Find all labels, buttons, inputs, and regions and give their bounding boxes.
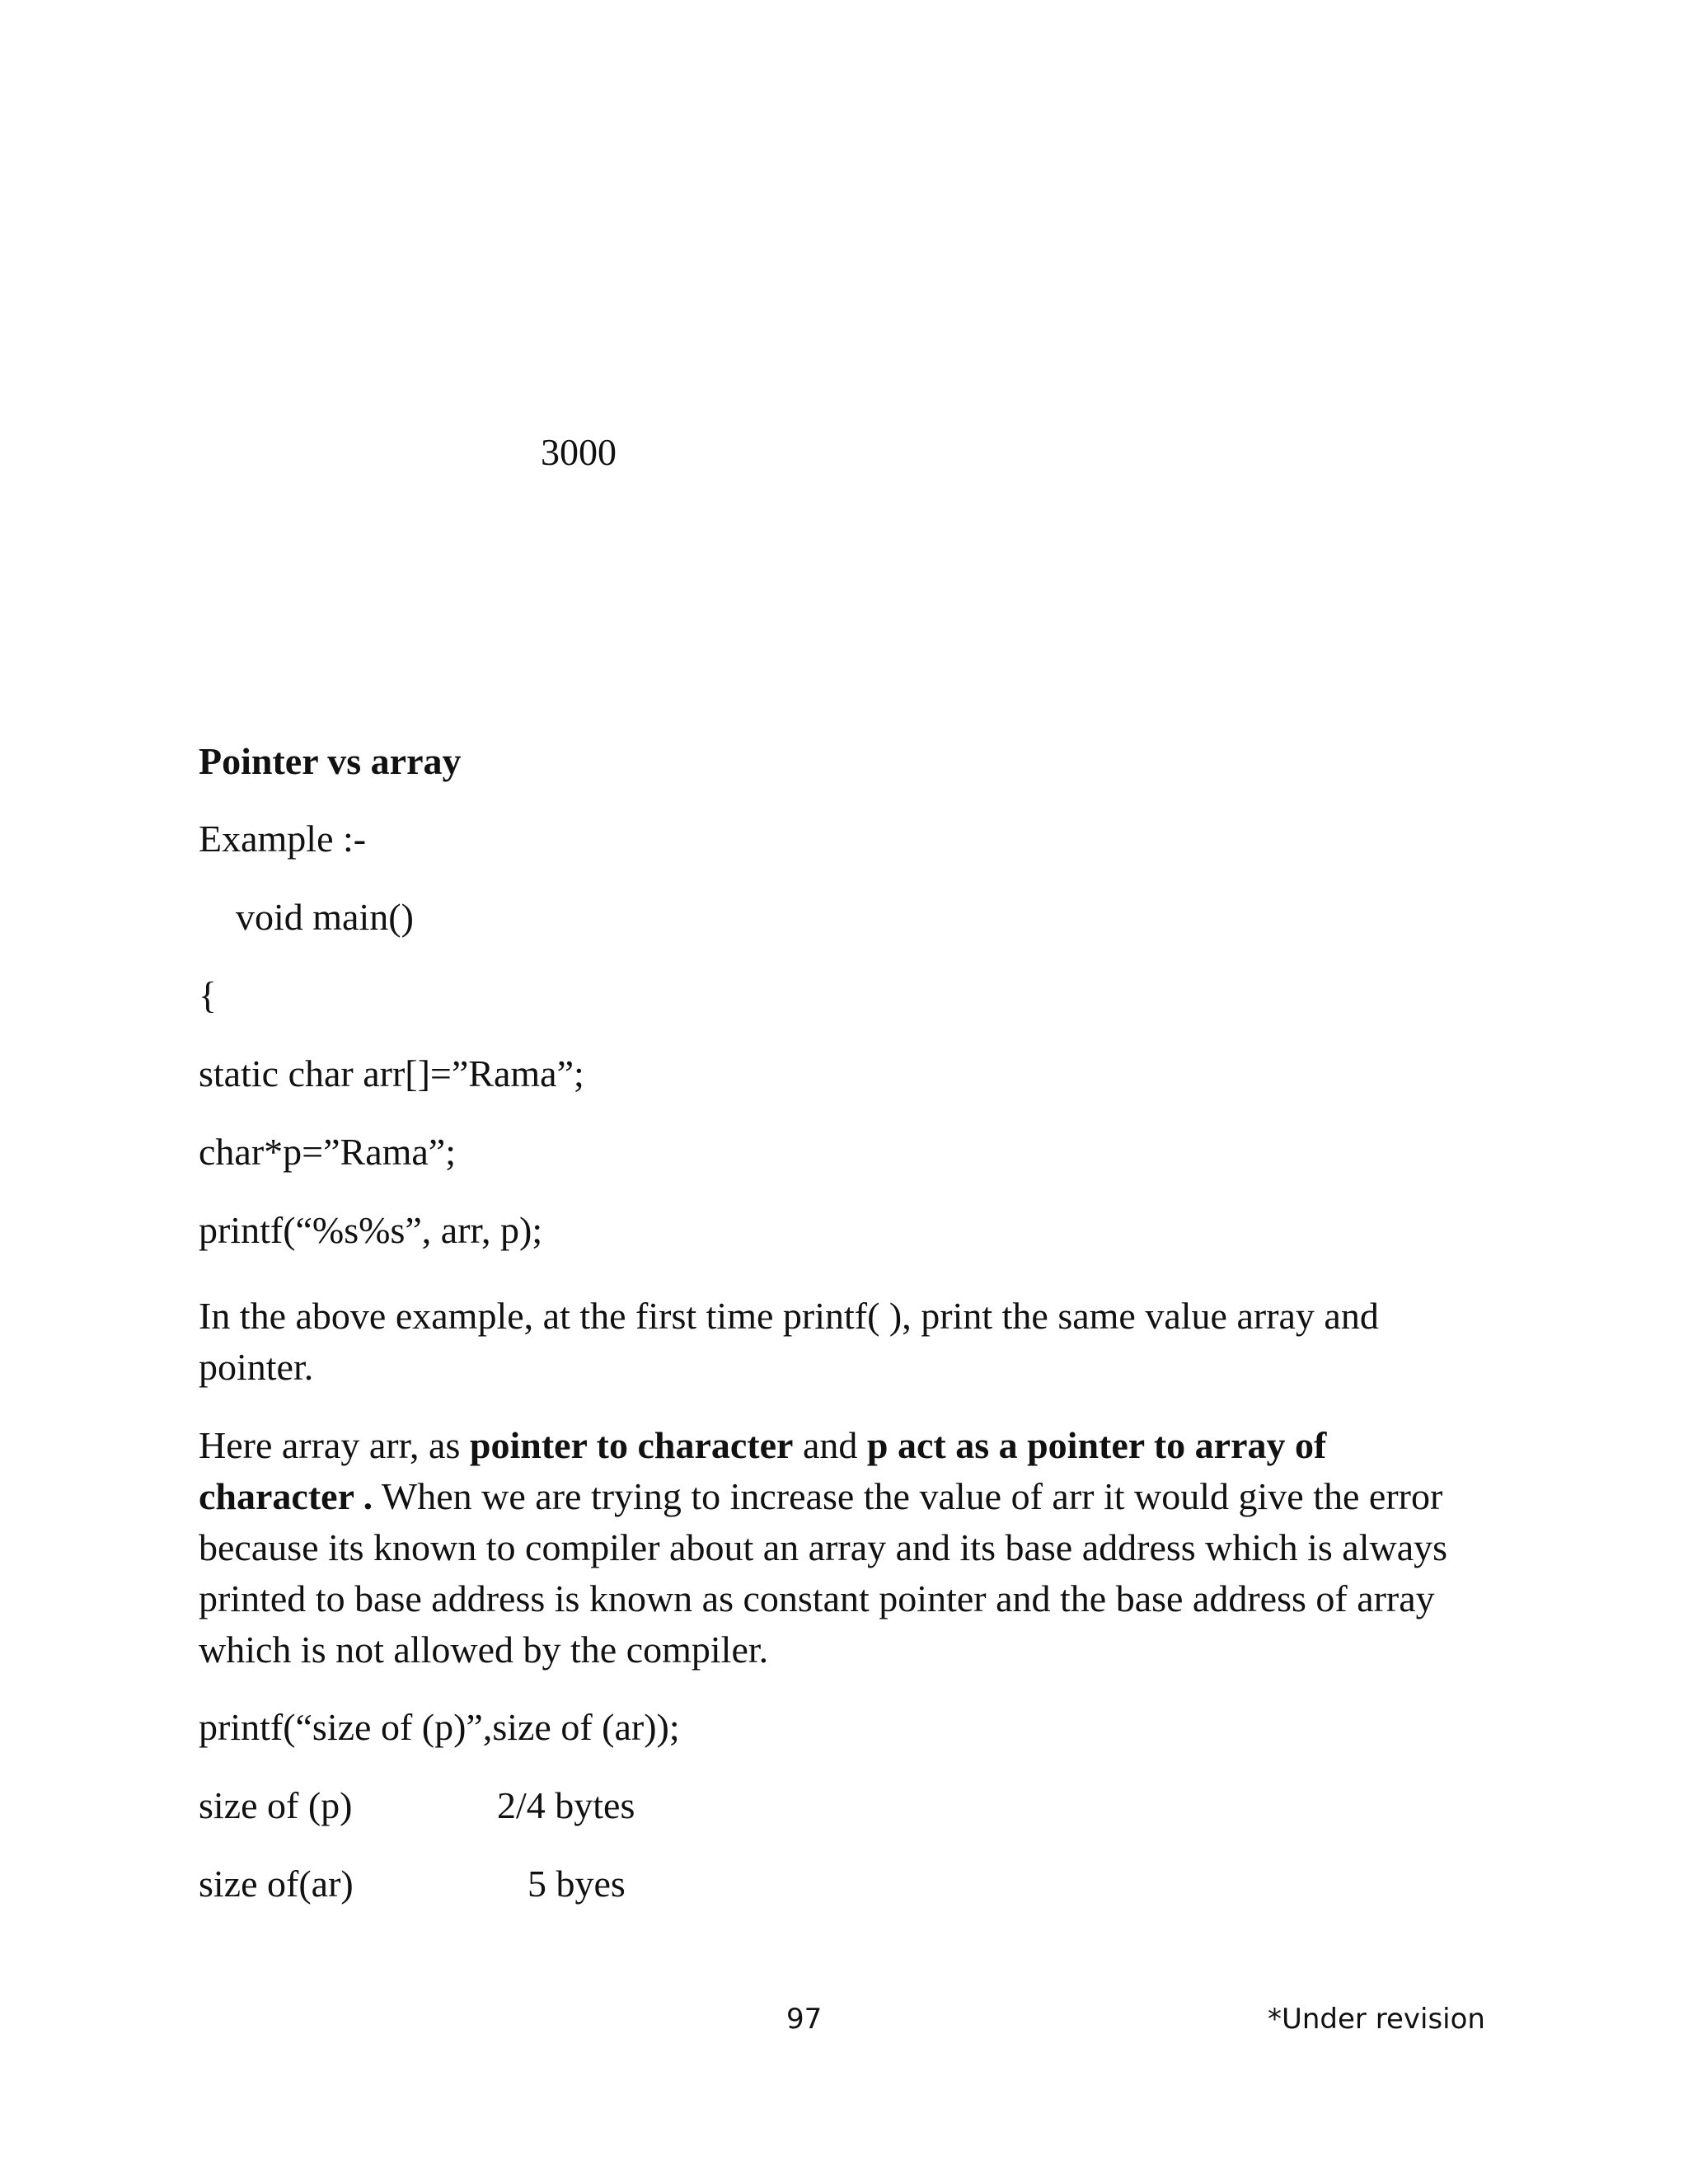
paragraph-2-line-1 — [199, 1420, 1484, 1471]
plain-text: and — [793, 1424, 867, 1466]
paragraph-2-line-5: which is not allowed by the compiler. — [199, 1629, 769, 1671]
size-row-value: 2/4 bytes — [497, 1784, 635, 1826]
bold-text: character . — [199, 1475, 373, 1517]
paragraph-2-line-4: printed to base address is known as constant pointer and the base address of array — [199, 1577, 1435, 1619]
explanation-paragraph-2 — [199, 1420, 1484, 1675]
section-heading: Pointer vs array — [199, 740, 462, 782]
code-line-array-decl: static char arr[]=”Rama”; — [199, 1052, 584, 1094]
size-row-label: size of (p) — [199, 1784, 353, 1826]
code-line-pointer-decl: char*p=”Rama”; — [199, 1131, 457, 1173]
size-row-label: size of(ar) — [199, 1863, 354, 1905]
example-label: Example :- — [199, 818, 367, 860]
plain-text: Here array arr, as — [199, 1424, 470, 1466]
code-line-printf: printf(“%s%s”, arr, p); — [199, 1209, 543, 1251]
paragraph-1-line-2: pointer. — [199, 1346, 314, 1388]
code-line-main: void main() — [236, 896, 414, 938]
code-line-open-brace: { — [199, 974, 218, 1016]
paragraph-2-line-3: because its known to compiler about an array and its base address which is always — [199, 1526, 1448, 1568]
bold-text: p act as a pointer to array of — [866, 1424, 1327, 1466]
paragraph-1-line-1: In the above example, at the first time printf( ), print the same value array and — [199, 1295, 1379, 1337]
bold-text: pointer to character — [469, 1424, 794, 1466]
revision-note: *Under revision — [1268, 2003, 1485, 2036]
size-row-value: 5 byes — [528, 1863, 626, 1905]
paragraph-2-line-2 — [199, 1471, 1484, 1522]
explanation-paragraph-1 — [199, 1291, 1484, 1393]
page-number: 97 — [786, 2003, 823, 2036]
plain-text: When we are trying to increase the value of arr it would give the error — [373, 1475, 1443, 1517]
top-value: 3000 — [541, 431, 617, 473]
sizeof-code-line: printf(“size of (p)”,size of (ar)); — [199, 1706, 680, 1748]
